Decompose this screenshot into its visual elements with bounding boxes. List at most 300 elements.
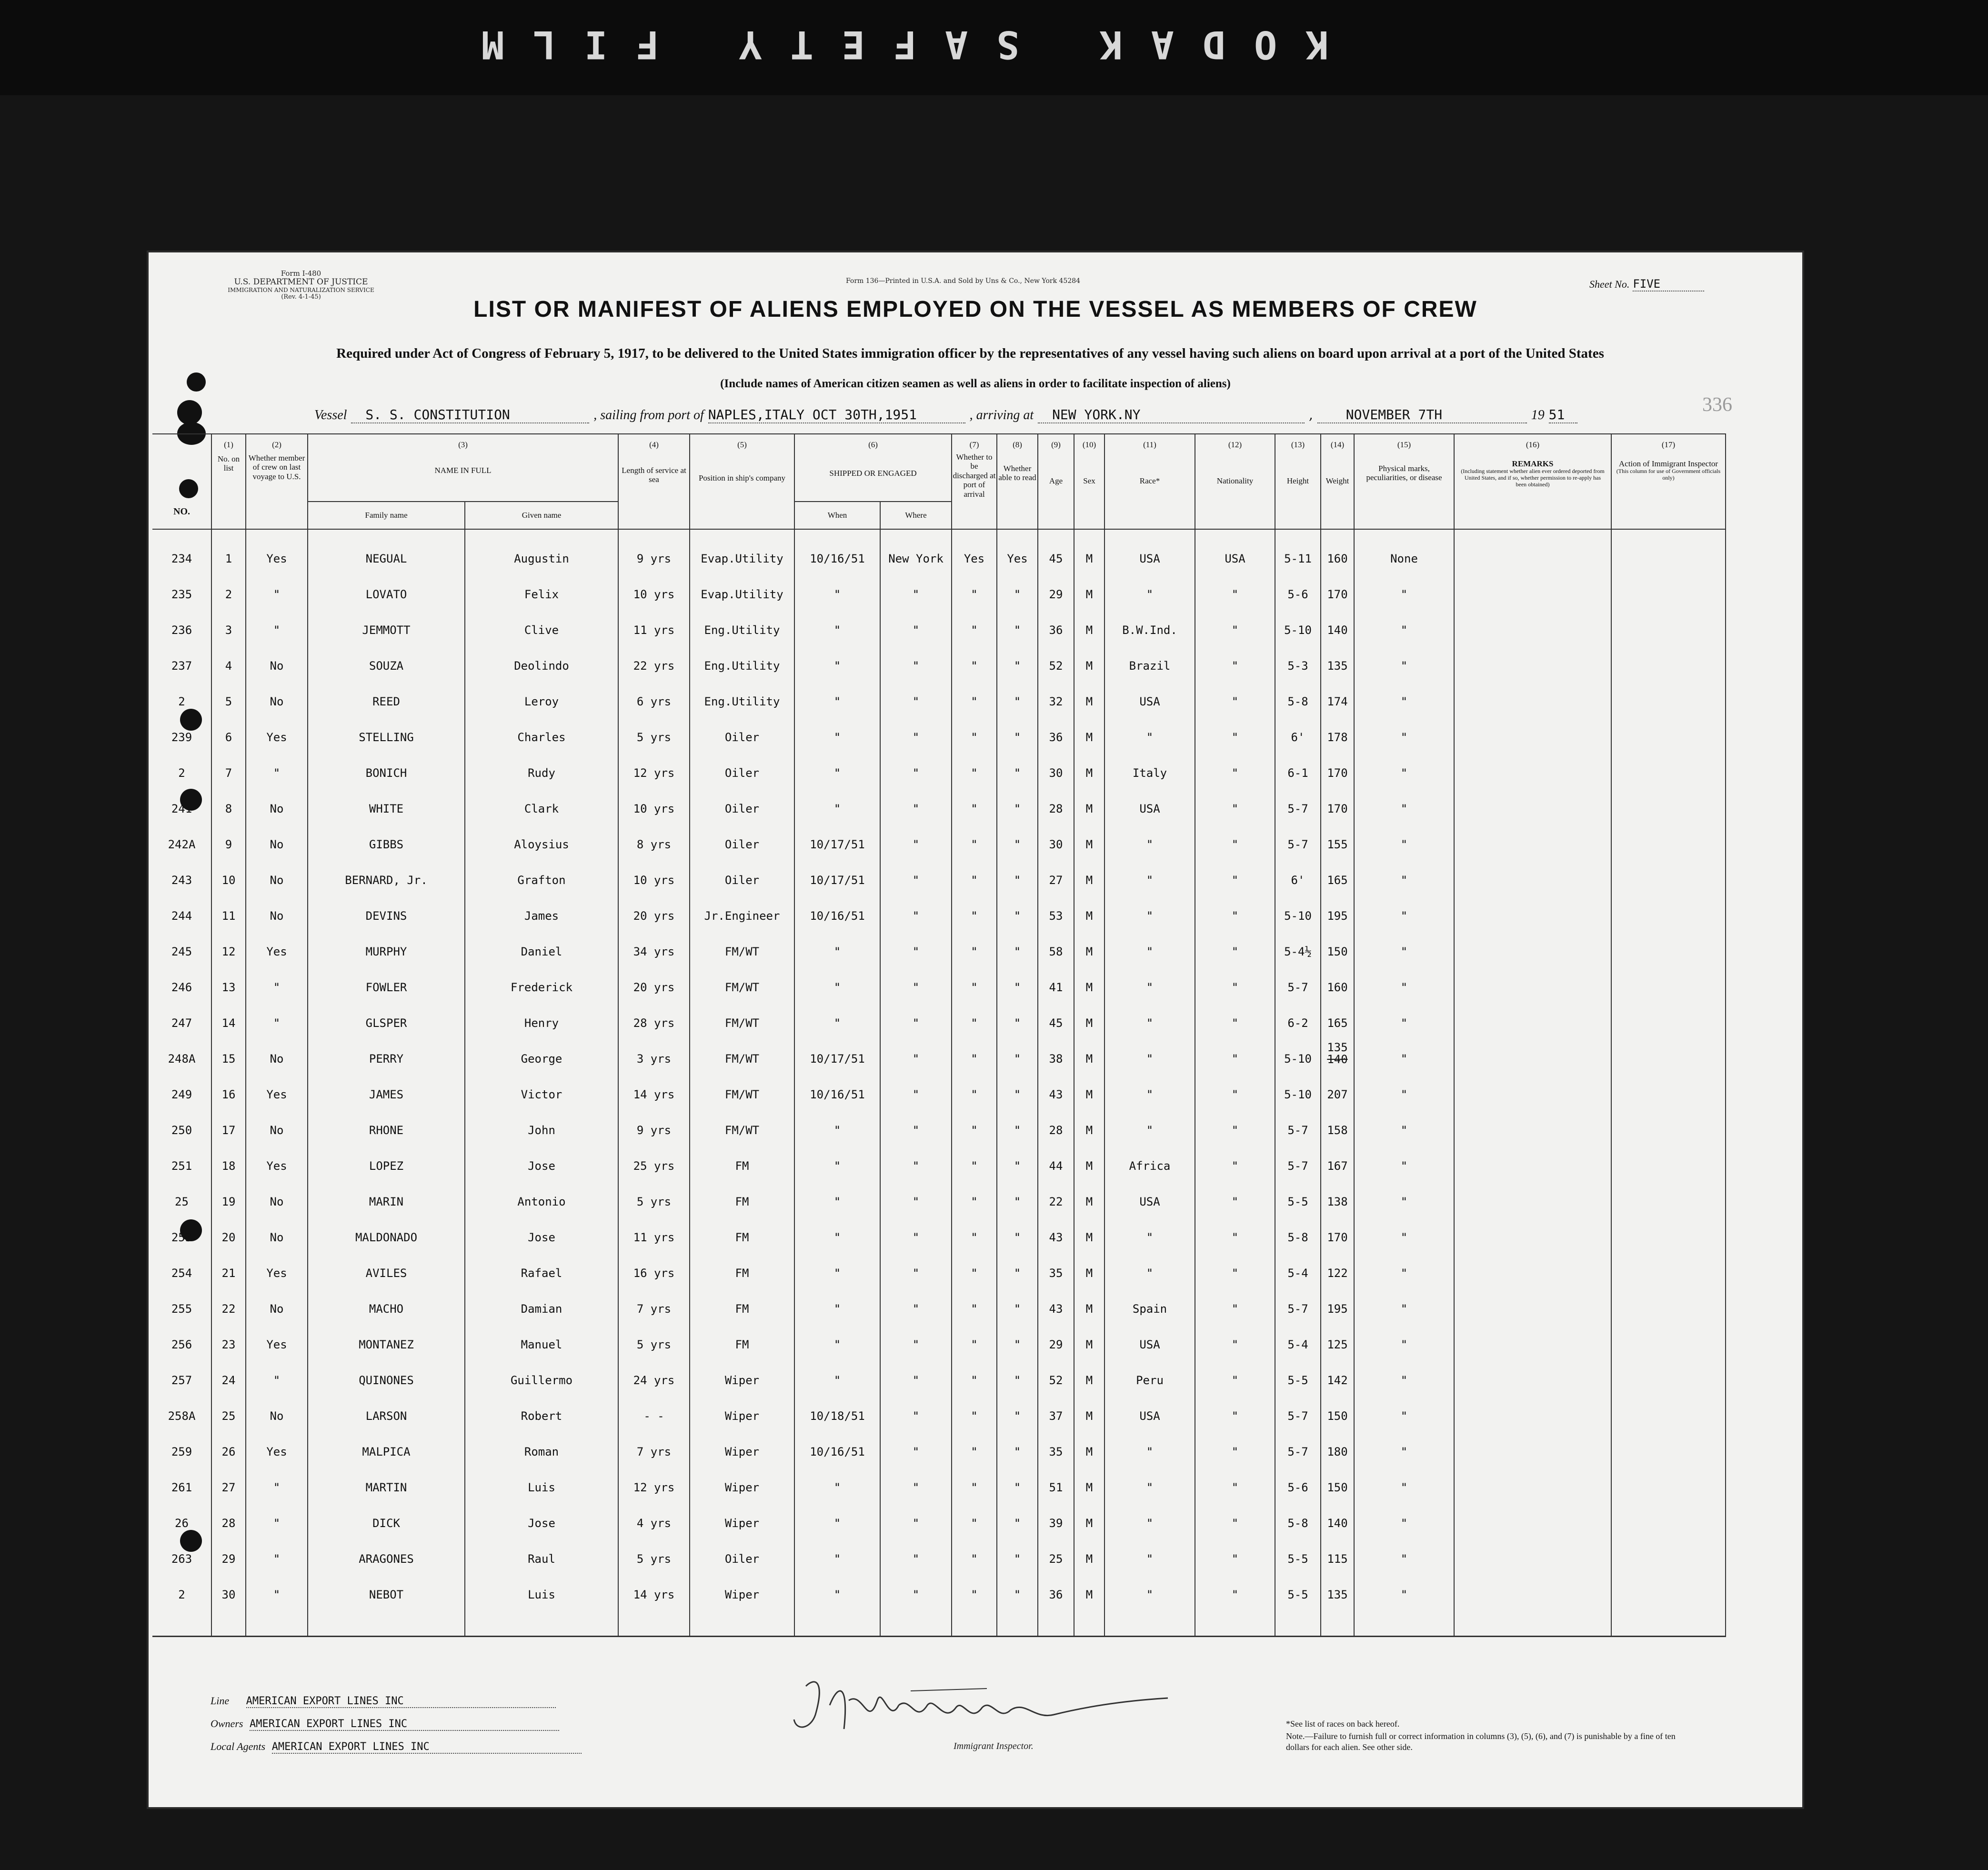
row-remarks [1454,1566,1611,1601]
row-discharged: " [952,1173,997,1208]
row-shipped-where: " [880,1316,952,1351]
row-race: " [1104,708,1195,744]
row-age: 43 [1038,1066,1074,1101]
row-remarks [1454,1387,1611,1423]
row-remarks [1454,673,1611,708]
row-shipped-when: 10/16/51 [794,1066,880,1101]
row-shipped-when: " [794,1530,880,1566]
row-inspector-action [1611,1351,1726,1387]
row-discharged: " [952,1101,997,1137]
row-discharged: " [952,1423,997,1458]
row-list-no: 2 [178,1588,185,1601]
row-race: " [1104,1066,1195,1101]
row-remarks [1454,1208,1611,1244]
row-discharged: " [952,1351,997,1387]
row-physical-marks: " [1354,1137,1454,1173]
row-discharged: " [952,1208,997,1244]
row-shipped-when: " [794,1244,880,1280]
requirement-text: Required under Act of Congress of February 5, 1917, to be delivered to the United States immigration officer by the representatives of any vessel having such aliens on board upon arrival at a port of the United States [336,346,1604,361]
row-height: 5-8 [1275,673,1321,708]
row-given-name: Leroy [465,673,618,708]
row-previous-voyage: No [246,887,308,923]
row-age: 52 [1038,637,1074,673]
row-able-to-read: " [997,637,1038,673]
row-family-name: FOWLER [308,958,465,994]
row-service-length: 28 yrs [618,994,690,1030]
row-age: 43 [1038,1208,1074,1244]
row-given-name: Luis [465,1458,618,1494]
row-physical-marks: " [1354,1530,1454,1566]
row-index: 20 [211,1208,246,1244]
row-position: FM/WT [690,923,794,958]
row-weight: 170 [1321,780,1354,815]
row-index: 8 [211,780,246,815]
stamp-number: 336 [1702,394,1732,416]
row-previous-voyage: " [246,744,308,780]
row-race: " [1104,1030,1195,1066]
row-list-no: 245 [171,945,192,958]
row-height: 5-5 [1275,1173,1321,1208]
row-nationality: " [1195,1458,1275,1494]
row-service-length: 20 yrs [618,958,690,994]
row-age: 37 [1038,1387,1074,1423]
row-discharged: " [952,673,997,708]
row-family-name: GIBBS [308,815,465,851]
row-race: Africa [1104,1137,1195,1173]
row-inspector-action [1611,1066,1726,1101]
row-given-name: Guillermo [465,1351,618,1387]
row-family-name: AVILES [308,1244,465,1280]
col17-header: (17) Action of Immigrant Inspector (This column for use of Government officials only) [1611,434,1726,529]
col14-header: (14) Weight [1321,434,1354,529]
row-height: 5-4½ [1275,923,1321,958]
row-sex: M [1074,851,1104,887]
departure-port: NAPLES,ITALY OCT 30TH,1951 [708,407,965,423]
row-height: 5-6 [1275,565,1321,601]
row-able-to-read: " [997,1458,1038,1494]
vessel-name: S. S. CONSTITUTION [351,407,589,423]
row-previous-voyage: Yes [246,1066,308,1101]
row-service-length: 7 yrs [618,1280,690,1316]
row-remarks [1454,1316,1611,1351]
row-remarks [1454,1173,1611,1208]
col7-header: (7) Whether to be discharged at port of arrival [952,434,997,529]
row-height: 5-7 [1275,780,1321,815]
row-service-length: 5 yrs [618,1530,690,1566]
blank-cell [1321,1601,1354,1637]
row-position: FM/WT [690,1066,794,1101]
row-list-no: 256 [171,1338,192,1351]
row-age: 53 [1038,887,1074,923]
row-weight [1321,1030,1354,1066]
row-shipped-where: " [880,780,952,815]
row-shipped-when: " [794,673,880,708]
row-shipped-where: " [880,1494,952,1530]
row-discharged: " [952,601,997,637]
row-age: 38 [1038,1030,1074,1066]
row-remarks [1454,1458,1611,1494]
row-inspector-action [1611,1423,1726,1458]
row-weight: 207 [1321,1066,1354,1101]
row-list-no: 248A [168,1052,196,1066]
row-list-no: 2 [178,766,185,780]
row-index: 3 [211,601,246,637]
row-family-name: PERRY [308,1030,465,1066]
row-discharged: " [952,994,997,1030]
row-shipped-when: " [794,780,880,815]
row-given-name: Victor [465,1066,618,1101]
row-shipped-where: " [880,1280,952,1316]
table-row [152,851,1726,887]
col8-header: (8) Whether able to read [997,434,1038,529]
row-weight: 167 [1321,1137,1354,1173]
vessel-label: Vessel [314,408,347,422]
crew-rows [152,529,1726,1637]
row-position: FM/WT [690,994,794,1030]
line-value: AMERICAN EXPORT LINES INC [246,1695,556,1708]
row-given-name: Raul [465,1530,618,1566]
row-shipped-where: " [880,1458,952,1494]
row-race: USA [1104,1173,1195,1208]
row-shipped-where: " [880,887,952,923]
row-weight: 170 [1321,744,1354,780]
row-nationality: " [1195,1137,1275,1173]
row-family-name: MALPICA [308,1423,465,1458]
row-inspector-action [1611,637,1726,673]
table-row [152,1173,1726,1208]
table-row [152,923,1726,958]
row-index: 24 [211,1351,246,1387]
row-weight: 140 [1321,1494,1354,1530]
col4-header: (4) Length of service at sea [618,434,690,529]
row-shipped-where: " [880,815,952,851]
row-previous-voyage: " [246,1351,308,1387]
agents-value: AMERICAN EXPORT LINES INC [272,1741,582,1754]
row-shipped-where: " [880,1173,952,1208]
crew-manifest-table [152,433,1726,1637]
row-sex: M [1074,1208,1104,1244]
row-inspector-action [1611,994,1726,1030]
row-index: 16 [211,1066,246,1101]
row-race: " [1104,887,1195,923]
blank-cell [152,1601,211,1637]
footer-owners [211,1718,559,1731]
row-service-length: 12 yrs [618,744,690,780]
row-inspector-action [1611,815,1726,851]
row-index: 10 [211,851,246,887]
row-previous-voyage: Yes [246,529,308,565]
row-family-name: MONTANEZ [308,1316,465,1351]
table-row [152,815,1726,851]
row-shipped-when: " [794,1351,880,1387]
blank-row [152,1601,1726,1637]
row-index: 4 [211,637,246,673]
col-list-no-header: NO. [152,434,211,529]
row-shipped-where: " [880,1137,952,1173]
row-service-length: 14 yrs [618,1566,690,1601]
row-race: " [1104,1423,1195,1458]
row-physical-marks: " [1354,1244,1454,1280]
row-list-no: 236 [171,623,192,637]
row-sex: M [1074,1387,1104,1423]
row-able-to-read: " [997,994,1038,1030]
row-position: Evap.Utility [690,529,794,565]
blank-cell [211,1601,246,1637]
row-remarks [1454,1030,1611,1066]
row-sex: M [1074,1566,1104,1601]
row-position: FM/WT [690,1030,794,1066]
row-list-no: 2 [178,695,185,708]
row-able-to-read: " [997,708,1038,744]
table-row [152,1244,1726,1280]
row-weight: 180 [1321,1423,1354,1458]
row-position: Oiler [690,708,794,744]
row-given-name: Felix [465,565,618,601]
row-inspector-action [1611,1173,1726,1208]
row-service-length: 14 yrs [618,1066,690,1101]
blank-cell [465,1601,618,1637]
row-inspector-action [1611,1530,1726,1566]
row-weight: 195 [1321,1280,1354,1316]
row-given-name: Rudy [465,744,618,780]
row-nationality: " [1195,1280,1275,1316]
row-race: " [1104,1494,1195,1530]
row-inspector-action [1611,601,1726,637]
sheet-label: Sheet No. [1589,278,1630,290]
row-position: Eng.Utility [690,637,794,673]
row-physical-marks: " [1354,780,1454,815]
row-able-to-read: " [997,1101,1038,1137]
row-nationality: " [1195,815,1275,851]
row-weight: 125 [1321,1316,1354,1351]
row-previous-voyage: Yes [246,1137,308,1173]
table-row [152,1101,1726,1137]
row-list-no: 261 [171,1481,192,1494]
row-discharged: " [952,1066,997,1101]
row-age: 35 [1038,1423,1074,1458]
blank-cell [308,1601,465,1637]
row-shipped-where: " [880,708,952,744]
row-list-no: 263 [171,1552,192,1566]
row-discharged: " [952,1030,997,1066]
row-sex: M [1074,1244,1104,1280]
row-sex: M [1074,1137,1104,1173]
row-service-length: 8 yrs [618,815,690,851]
row-service-length: 7 yrs [618,1423,690,1458]
row-shipped-when: 10/17/51 [794,815,880,851]
row-nationality: " [1195,673,1275,708]
row-able-to-read: " [997,1351,1038,1387]
row-service-length: 5 yrs [618,708,690,744]
row-age: 30 [1038,815,1074,851]
table-row [152,601,1726,637]
row-shipped-where: " [880,1066,952,1101]
year-suffix: 51 [1549,407,1577,423]
row-race: " [1104,815,1195,851]
col3-family-header: Family name [308,502,465,529]
row-physical-marks: None [1354,529,1454,565]
table-row [152,1423,1726,1458]
row-discharged: " [952,851,997,887]
row-given-name: Frederick [465,958,618,994]
row-inspector-action [1611,1101,1726,1137]
row-age: 36 [1038,601,1074,637]
table-row [152,529,1726,565]
blank-cell [1038,1601,1074,1637]
row-able-to-read: " [997,565,1038,601]
row-family-name: DICK [308,1494,465,1530]
row-shipped-where: " [880,958,952,994]
row-weight: 115 [1321,1530,1354,1566]
row-shipped-when: " [794,923,880,958]
row-list-no: 242A [168,838,196,851]
row-discharged: " [952,815,997,851]
row-nationality: " [1195,1423,1275,1458]
row-sex: M [1074,815,1104,851]
row-able-to-read: " [997,780,1038,815]
row-physical-marks: " [1354,1494,1454,1530]
row-given-name: Clive [465,601,618,637]
row-shipped-when: 10/18/51 [794,1387,880,1423]
row-index: 28 [211,1494,246,1530]
service-name: IMMIGRATION AND NATURALIZATION SERVICE [228,286,374,293]
row-physical-marks: " [1354,1280,1454,1316]
row-height: 5-8 [1275,1208,1321,1244]
row-position: FM [690,1280,794,1316]
row-inspector-action [1611,1244,1726,1280]
row-race: B.W.Ind. [1104,601,1195,637]
row-sex: M [1074,1280,1104,1316]
row-previous-voyage: No [246,815,308,851]
row-family-name: QUINONES [308,1351,465,1387]
row-sex: M [1074,673,1104,708]
row-race: " [1104,1458,1195,1494]
row-nationality: " [1195,958,1275,994]
row-shipped-when: " [794,1101,880,1137]
row-discharged: " [952,1494,997,1530]
row-position: Wiper [690,1566,794,1601]
col6-when-header: When [794,502,880,529]
row-nationality: " [1195,1566,1275,1601]
table-row [152,1458,1726,1494]
row-index: 7 [211,744,246,780]
row-shipped-when: " [794,1566,880,1601]
row-nationality: " [1195,1030,1275,1066]
row-given-name: Manuel [465,1316,618,1351]
row-shipped-when: " [794,1173,880,1208]
row-list-no: 250 [171,1124,192,1137]
row-sex: M [1074,744,1104,780]
row-height: 5-10 [1275,1066,1321,1101]
row-age: 44 [1038,1137,1074,1173]
row-shipped-when: " [794,958,880,994]
row-race: USA [1104,780,1195,815]
row-position: Oiler [690,815,794,851]
row-remarks [1454,815,1611,851]
row-weight: 150 [1321,1458,1354,1494]
row-previous-voyage: Yes [246,708,308,744]
row-physical-marks: " [1354,565,1454,601]
line-label: Line [211,1695,230,1707]
row-discharged: " [952,1566,997,1601]
row-height: 5-10 [1275,601,1321,637]
row-index: 30 [211,1566,246,1601]
row-list-no: 26 [175,1517,189,1530]
row-given-name: Daniel [465,923,618,958]
inspector-label: Immigrant Inspector. [954,1741,1034,1751]
row-discharged: " [952,1244,997,1280]
row-shipped-where: " [880,1101,952,1137]
row-remarks [1454,708,1611,744]
row-list-no: 234 [171,552,192,565]
row-race: " [1104,565,1195,601]
row-nationality: " [1195,887,1275,923]
row-discharged: " [952,637,997,673]
row-position: FM/WT [690,958,794,994]
row-discharged: " [952,958,997,994]
row-height: 5-7 [1275,1101,1321,1137]
row-sex: M [1074,1101,1104,1137]
row-race: " [1104,1208,1195,1244]
col5-header: (5) Position in ship's company [690,434,794,529]
row-able-to-read: " [997,887,1038,923]
film-edge-strip [0,0,1988,95]
row-nationality: " [1195,1066,1275,1101]
row-family-name: BONICH [308,744,465,780]
row-discharged: " [952,1280,997,1316]
row-index: 21 [211,1244,246,1280]
row-able-to-read: " [997,1208,1038,1244]
row-remarks [1454,637,1611,673]
row-physical-marks: " [1354,708,1454,744]
row-age: 52 [1038,1351,1074,1387]
row-remarks [1454,780,1611,815]
row-service-length: 5 yrs [618,1173,690,1208]
col10-header: (10) Sex [1074,434,1104,529]
table-row [152,887,1726,923]
row-sex: M [1074,994,1104,1030]
row-weight: 138 [1321,1173,1354,1208]
row-remarks [1454,601,1611,637]
row-previous-voyage: " [246,994,308,1030]
row-shipped-when: " [794,1280,880,1316]
include-note: (Include names of American citizen seamen as well as aliens in order to facilitate inspection of aliens) [720,377,1231,390]
row-inspector-action [1611,958,1726,994]
row-position: Wiper [690,1351,794,1387]
row-nationality: " [1195,1387,1275,1423]
row-given-name: Damian [465,1280,618,1316]
row-physical-marks: " [1354,1208,1454,1244]
races-note: *See list of races on back hereof. [1286,1719,1400,1729]
row-given-name: Augustin [465,529,618,565]
row-physical-marks: " [1354,1066,1454,1101]
row-able-to-read: " [997,1030,1038,1066]
row-given-name: Robert [465,1387,618,1423]
row-nationality: " [1195,708,1275,744]
row-weight: 170 [1321,565,1354,601]
row-index: 6 [211,708,246,744]
row-weight: 170 [1321,1208,1354,1244]
row-sex: M [1074,1316,1104,1351]
row-family-name: JEMMOTT [308,601,465,637]
row-position: Oiler [690,851,794,887]
row-nationality: " [1195,637,1275,673]
row-inspector-action [1611,887,1726,923]
row-family-name: LOVATO [308,565,465,601]
row-sex: M [1074,1530,1104,1566]
row-height: 6' [1275,708,1321,744]
row-discharged: " [952,1530,997,1566]
